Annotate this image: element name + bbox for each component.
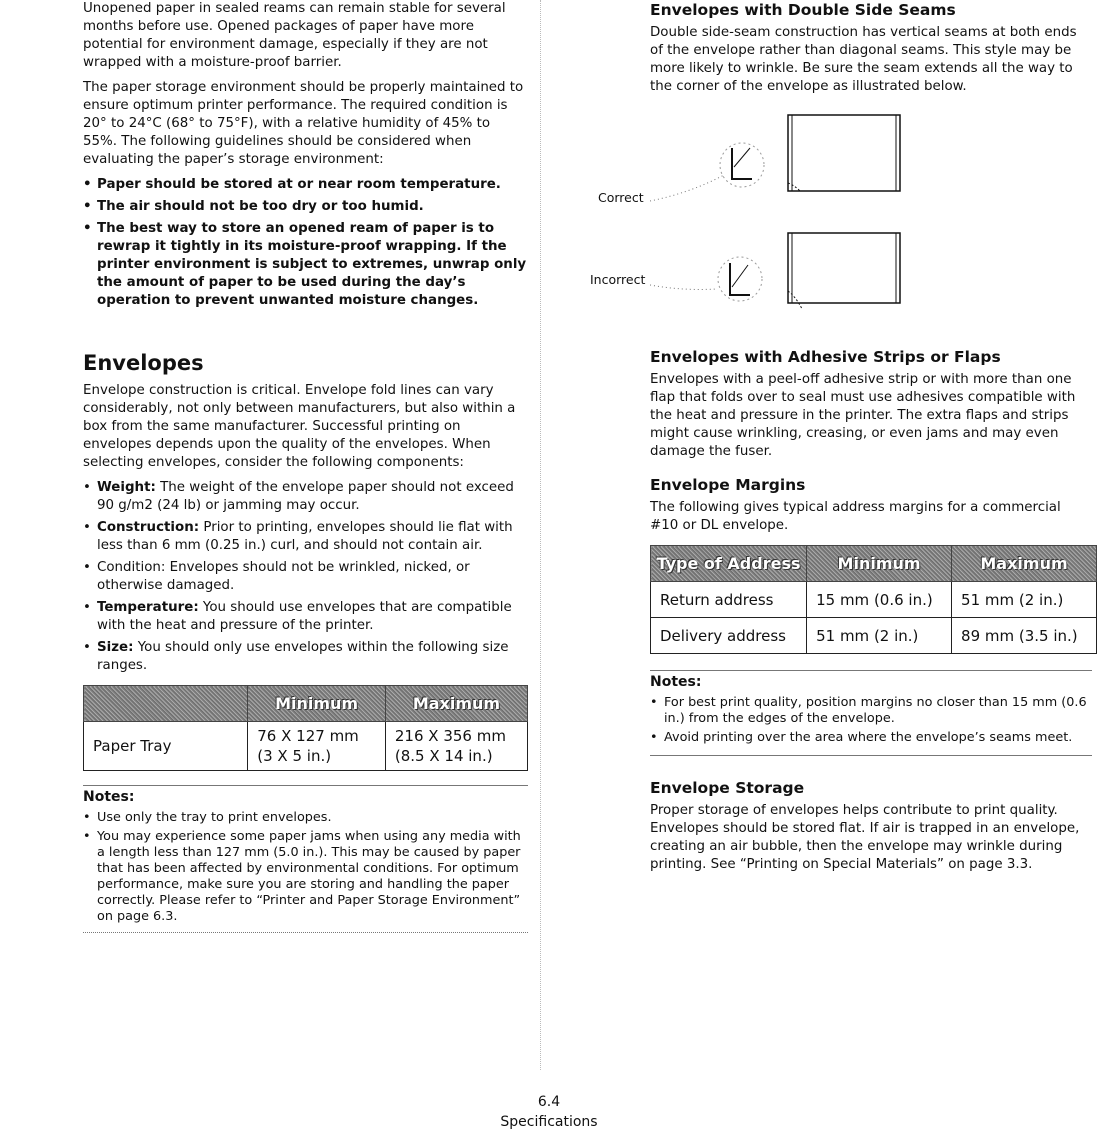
notes-list	[83, 810, 528, 925]
item-text: Envelopes should not be wrinkled, nicked, or otherwise damaged.	[97, 560, 470, 593]
adhesive-paragraph: Envelopes with a peel-off adhesive strip or with more than one flap that folds over to seal must use adhesives compatible with the heat and pressure in the printer. The extra flaps and strips might cause wrinkling, creasing, or even jams and may even damage the fuser.	[650, 372, 1076, 459]
cell-line: (3 X 5 in.)	[257, 747, 332, 765]
item-label: Size:	[97, 640, 134, 655]
table-cell: Paper Tray	[84, 722, 248, 771]
envelopes-heading: Envelopes	[83, 351, 204, 375]
cell-line: 76 X 127 mm	[257, 727, 359, 745]
adhesive-heading: Envelopes with Adhesive Strips or Flaps	[650, 348, 1001, 366]
table-cell: 51 mm (2 in.)	[807, 618, 952, 654]
table-row	[651, 618, 1097, 654]
item-text: Prior to printing, envelopes should lie flat with less than 6 mm (0.25 in.) curl, and should not contain air.	[97, 520, 513, 553]
incorrect-zoom-circle	[718, 257, 762, 301]
correct-pointer-line	[650, 175, 724, 201]
incorrect-pointer-line	[650, 285, 716, 290]
table-cell: Delivery address	[651, 618, 807, 654]
list-item: • Paper should be stored at or near room temperature.	[83, 176, 528, 194]
table-cell: 89 mm (3.5 in.)	[952, 618, 1097, 654]
intro-paragraph-1: Unopened paper in sealed reams can remain stable for several months before use. Opened packages of paper have more potential for environment damage, especially if they are not wrapped with a moisture-proof barrier.	[83, 1, 506, 70]
page-number: 6.4	[537, 1094, 561, 1110]
seam-diagram	[590, 103, 1092, 343]
item-text: You should only use envelopes within the following size ranges.	[97, 640, 509, 673]
table-cell	[385, 722, 527, 771]
table-cell: 15 mm (0.6 in.)	[807, 582, 952, 618]
item-label: Weight:	[97, 480, 156, 495]
column-divider	[540, 0, 541, 1070]
envelope-storage-heading: Envelope Storage	[650, 779, 805, 797]
list-item: • The air should not be too dry or too humid.	[83, 198, 528, 216]
list-item	[83, 639, 528, 675]
address-margin-table	[650, 545, 1097, 654]
envelope-components-list	[83, 479, 528, 675]
table-header: Maximum	[385, 686, 527, 722]
list-item: • You may experience some paper jams when using any media with a length less than 127 mm (5.0 in.). This may be caused by paper that has been affected by environmental conditions. For optimum performance, make sure you are storing and handling the paper correctly. Please refer to “Printer and Paper Storage Environment” on page 6.3.	[83, 829, 528, 925]
storage-guidelines-list	[83, 176, 528, 310]
double-seam-paragraph: Double side-seam construction has vertical seams at both ends of the envelope rather than diagonal seams. This style may be more likely to wrinkle. Be sure the seam extends all the way to the corner of the envelope as illustrated below.	[650, 25, 1077, 94]
intro-paragraph-2: The paper storage environment should be properly maintained to ensure optimum printer performance. The required condition is 20° to 24°C (68° to 75°F), with a relative humidity of 45% to 55%. The following guidelines should be considered when evaluating the paper’s storage environment:	[83, 80, 524, 167]
table-header: Type of Address	[651, 546, 807, 582]
list-item: • Use only the tray to print envelopes.	[83, 810, 528, 826]
table-header-row	[84, 686, 528, 722]
right-column	[590, 0, 1092, 881]
table-cell: Return address	[651, 582, 807, 618]
table-header: Minimum	[807, 546, 952, 582]
envelope-illustration	[650, 103, 1092, 343]
item-label: Construction:	[97, 520, 200, 535]
list-item	[83, 599, 528, 635]
correct-envelope	[788, 115, 900, 191]
list-item: • The best way to store an opened ream of paper is to rewrap it tightly in its moisture-proof wrapping. If the printer environment is subject to extremes, unwrap only the amount of paper to be used during the day’s operation to prevent unwanted moisture changes.	[83, 220, 528, 310]
list-item	[83, 559, 528, 595]
list-item: • For best print quality, position margins no closer than 15 mm (0.6 in.) from the edges of the envelope.	[650, 695, 1092, 727]
margins-heading: Envelope Margins	[650, 476, 806, 494]
diagram-label-correct: Correct	[598, 190, 644, 205]
item-text: You should use envelopes that are compatible with the heat and pressure of the printer.	[97, 600, 512, 633]
table-row	[651, 582, 1097, 618]
double-seam-heading: Envelopes with Double Side Seams	[650, 1, 956, 19]
cell-line: 216 X 356 mm	[394, 727, 506, 745]
list-item	[83, 519, 528, 555]
table-header: Maximum	[952, 546, 1097, 582]
table-cell	[248, 722, 386, 771]
notes-list	[650, 695, 1092, 746]
list-item	[83, 479, 528, 515]
item-label: Condition:	[97, 560, 166, 575]
correct-zoom-circle	[720, 143, 764, 187]
cell-line: (8.5 X 14 in.)	[394, 747, 493, 765]
size-notes	[83, 785, 528, 933]
item-label: Temperature:	[97, 600, 199, 615]
notes-title: Notes:	[83, 789, 135, 805]
list-item: • Avoid printing over the area where the envelope’s seams meet.	[650, 730, 1092, 746]
margin-notes	[650, 670, 1092, 756]
table-cell: 51 mm (2 in.)	[952, 582, 1097, 618]
envelope-storage-paragraph: Proper storage of envelopes helps contribute to print quality. Envelopes should be stored flat. If air is trapped in an envelope, creating an air bubble, then the envelope may wrinkle during printing. See “Printing on Special Materials” on page 3.3.	[650, 803, 1080, 872]
notes-title: Notes:	[650, 674, 702, 690]
margins-paragraph: The following gives typical address margins for a commercial #10 or DL envelope.	[650, 500, 1061, 533]
left-column	[83, 0, 528, 933]
item-text: The weight of the envelope paper should not exceed 90 g/m2 (24 lb) or jamming may occur.	[97, 480, 514, 513]
table-header	[84, 686, 248, 722]
diagram-label-incorrect: Incorrect	[590, 272, 646, 287]
footer-section-title: Specifications	[500, 1114, 598, 1130]
table-row	[84, 722, 528, 771]
incorrect-envelope	[788, 233, 900, 309]
envelopes-paragraph: Envelope construction is critical. Envelope fold lines can vary considerably, not only between manufacturers, but also within a box from the same manufacturer. Successful printing on envelopes depends upon the quality of the envelopes. When selecting envelopes, consider the following components:	[83, 383, 516, 470]
envelope-size-table	[83, 685, 528, 771]
table-header: Minimum	[248, 686, 386, 722]
table-header-row	[651, 546, 1097, 582]
